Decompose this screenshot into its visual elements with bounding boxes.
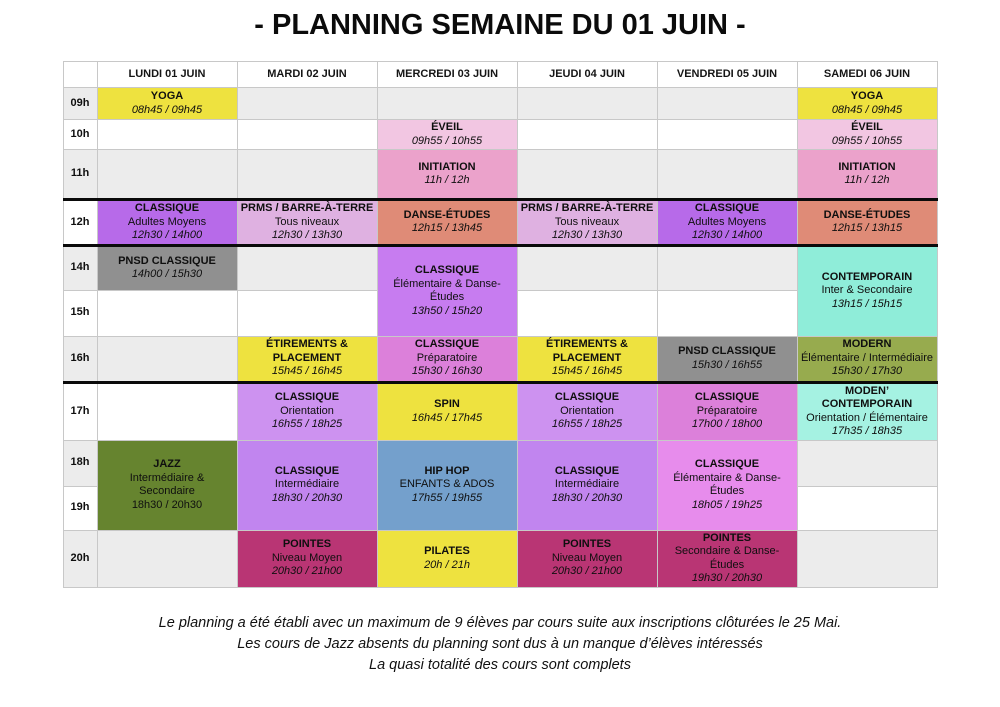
class-cell <box>377 150 517 200</box>
footer-note: Les cours de Jazz absents du planning sont dus à un manque d’élèves intéressés <box>237 635 763 652</box>
schedule-row <box>63 245 937 290</box>
empty-cell <box>517 150 657 200</box>
class-time: 11h / 12h <box>844 174 890 186</box>
class-subtitle: Orientation <box>280 404 334 417</box>
day-header: SAMEDI 06 JUIN <box>797 62 937 88</box>
empty-cell <box>97 290 237 336</box>
class-title: ÉVEIL <box>851 121 883 133</box>
day-header: MERCREDI 03 JUIN <box>377 62 517 88</box>
class-subtitle: Préparatoire <box>696 404 758 417</box>
class-cell <box>97 440 237 530</box>
class-cell <box>657 382 797 440</box>
class-title: POINTES <box>282 538 332 551</box>
class-time: 15h30 / 16h30 <box>411 365 483 378</box>
empty-cell <box>657 88 797 120</box>
class-time: 13h50 / 15h20 <box>411 304 483 317</box>
time-label: 15h <box>63 290 97 336</box>
class-time: 15h45 / 16h45 <box>271 365 343 378</box>
class-cell <box>657 440 797 530</box>
class-time: 20h30 / 21h00 <box>551 565 623 578</box>
class-subtitle: Tous niveaux <box>554 215 620 228</box>
class-title: DANSE-ÉTUDES <box>403 208 491 221</box>
class-time: 11h / 12h <box>424 174 470 186</box>
empty-cell <box>97 120 237 150</box>
class-time: 16h55 / 18h25 <box>551 418 623 431</box>
class-time: 17h35 / 18h35 <box>831 425 903 437</box>
class-title: JAZZ <box>153 458 181 470</box>
empty-cell <box>657 290 797 336</box>
class-subtitle: Élémentaire & Danse-Études <box>393 277 501 303</box>
class-time: 20h30 / 21h00 <box>271 565 343 578</box>
class-subtitle: Intermédiaire & Secondaire <box>129 471 205 497</box>
class-title: CLASSIQUE <box>414 338 480 351</box>
empty-cell <box>517 88 657 120</box>
class-cell <box>237 530 377 587</box>
class-subtitle: Élémentaire & Danse-Études <box>673 471 781 497</box>
empty-cell <box>97 382 237 440</box>
class-time: 16h45 / 17h45 <box>411 411 483 424</box>
schedule-row <box>63 88 937 120</box>
planning-page <box>0 9 1000 676</box>
planning-table <box>63 61 938 588</box>
time-label: 18h <box>63 440 97 486</box>
class-cell <box>797 336 937 382</box>
class-time: 13h15 / 15h15 <box>831 297 903 310</box>
class-cell <box>237 336 377 382</box>
day-header: JEUDI 04 JUIN <box>517 62 657 88</box>
empty-cell <box>517 120 657 150</box>
class-cell <box>377 245 517 336</box>
time-label: 12h <box>63 200 97 246</box>
time-label: 16h <box>63 336 97 382</box>
class-time: 17h00 / 18h00 <box>691 418 763 431</box>
schedule-row <box>63 200 937 246</box>
class-time: 08h45 / 09h45 <box>831 103 903 116</box>
class-cell <box>237 440 377 530</box>
class-cell <box>377 120 517 150</box>
class-time: 15h45 / 16h45 <box>551 365 623 378</box>
day-header: LUNDI 01 JUIN <box>97 62 237 88</box>
class-time: 14h00 / 15h30 <box>131 268 203 280</box>
class-cell <box>657 530 797 587</box>
class-subtitle: Élémentaire / Intermédiaire <box>800 351 934 364</box>
empty-cell <box>237 88 377 120</box>
class-title: HIP HOP <box>424 464 470 477</box>
footer-note: La quasi totalité des cours sont complets <box>369 656 631 673</box>
time-label: 14h <box>63 245 97 290</box>
class-title: CONTEMPORAIN <box>821 270 913 283</box>
class-title: POINTES <box>702 531 752 544</box>
empty-cell <box>517 245 657 290</box>
class-subtitle: Adultes Moyens <box>687 215 767 228</box>
empty-cell <box>657 245 797 290</box>
class-cell <box>377 530 517 587</box>
class-cell <box>517 336 657 382</box>
class-subtitle: Niveau Moyen <box>271 551 343 564</box>
class-cell <box>97 200 237 246</box>
footer-notes <box>0 613 1000 676</box>
class-title: INITIATION <box>838 160 896 173</box>
class-title: CLASSIQUE <box>134 202 200 214</box>
class-cell <box>517 200 657 246</box>
class-subtitle: Secondaire & Danse-Études <box>674 545 780 571</box>
schedule-row <box>63 120 937 150</box>
class-subtitle: Inter & Secondaire <box>821 284 913 297</box>
class-cell <box>797 245 937 336</box>
time-label: 17h <box>63 382 97 440</box>
class-time: 12h30 / 14h00 <box>131 229 203 241</box>
empty-cell <box>377 88 517 120</box>
class-cell <box>797 120 937 150</box>
page-title: - PLANNING SEMAINE DU 01 JUIN - <box>254 9 746 41</box>
class-title: PILATES <box>424 545 470 557</box>
schedule-row <box>63 382 937 440</box>
class-subtitle: Orientation / Élémentaire <box>806 411 928 424</box>
class-title: MODEN’ CONTEMPORAIN <box>821 384 913 410</box>
class-cell <box>797 150 937 200</box>
class-title: ÉVEIL <box>431 121 463 133</box>
empty-cell <box>97 530 237 587</box>
class-title: CLASSIQUE <box>694 391 760 404</box>
schedule-row <box>63 440 937 486</box>
class-cell <box>237 200 377 246</box>
class-time: 15h30 / 16h55 <box>691 358 763 371</box>
class-cell <box>797 200 937 246</box>
class-title: CLASSIQUE <box>694 458 760 470</box>
class-title: INITIATION <box>418 160 476 173</box>
class-time: 20h / 21h <box>424 558 470 571</box>
class-title: POINTES <box>562 538 612 551</box>
empty-cell <box>657 120 797 150</box>
class-cell <box>657 336 797 382</box>
schedule-row <box>63 150 937 200</box>
class-title: CLASSIQUE <box>414 264 480 276</box>
class-title: PNSD CLASSIQUE <box>118 254 216 267</box>
class-subtitle: ENFANTS & ADOS <box>399 478 495 491</box>
class-time: 18h05 / 19h25 <box>691 498 763 511</box>
class-title: CLASSIQUE <box>554 391 620 404</box>
class-cell <box>517 440 657 530</box>
class-cell <box>517 530 657 587</box>
schedule-row <box>63 530 937 587</box>
class-cell <box>97 245 237 290</box>
class-time: 09h55 / 10h55 <box>831 134 903 147</box>
class-title: CLASSIQUE <box>554 464 620 477</box>
class-title: YOGA <box>850 90 884 102</box>
class-title: YOGA <box>150 90 184 102</box>
class-title: CLASSIQUE <box>274 464 340 477</box>
class-time: 18h30 / 20h30 <box>271 491 343 504</box>
empty-cell <box>237 120 377 150</box>
class-title: CLASSIQUE <box>274 391 340 404</box>
class-cell <box>377 440 517 530</box>
class-title: MODERN <box>842 338 892 351</box>
time-label: 11h <box>63 150 97 200</box>
class-title: SPIN <box>434 398 460 410</box>
class-title: DANSE-ÉTUDES <box>823 208 911 221</box>
class-time: 18h30 / 20h30 <box>551 491 623 504</box>
class-time: 12h30 / 14h00 <box>691 229 763 241</box>
empty-cell <box>237 150 377 200</box>
day-header-row <box>63 62 937 88</box>
class-cell <box>377 200 517 246</box>
empty-cell <box>797 530 937 587</box>
class-cell <box>657 200 797 246</box>
class-time: 17h55 / 19h55 <box>411 491 483 504</box>
class-subtitle: Intermédiaire <box>554 478 620 491</box>
class-time: 09h55 / 10h55 <box>411 134 483 147</box>
class-title: CLASSIQUE <box>694 202 760 214</box>
empty-cell <box>797 486 937 530</box>
empty-cell <box>657 150 797 200</box>
class-subtitle: Orientation <box>560 404 614 417</box>
day-header: VENDREDI 05 JUIN <box>657 62 797 88</box>
class-title: PNSD CLASSIQUE <box>678 345 776 357</box>
class-cell <box>517 382 657 440</box>
empty-cell <box>97 150 237 200</box>
class-cell <box>377 382 517 440</box>
class-time: 08h45 / 09h45 <box>131 103 203 116</box>
time-label: 20h <box>63 530 97 587</box>
class-time: 16h55 / 18h25 <box>271 418 343 431</box>
day-header: MARDI 02 JUIN <box>237 62 377 88</box>
class-title: PRMS / BARRE-À-TERRE <box>240 202 374 214</box>
empty-cell <box>517 290 657 336</box>
class-time: 12h15 / 13h15 <box>831 222 903 235</box>
class-subtitle: Tous niveaux <box>274 215 340 228</box>
class-time: 19h30 / 20h30 <box>691 572 763 584</box>
class-time: 15h30 / 17h30 <box>831 365 903 378</box>
class-title: ÉTIREMENTS & PLACEMENT <box>546 338 628 364</box>
schedule-row <box>63 336 937 382</box>
class-time: 12h30 / 13h30 <box>551 229 623 241</box>
footer-note: Le planning a été établi avec un maximum de 9 élèves par cours suite aux inscriptions clôturées le 25 Mai. <box>158 614 842 631</box>
empty-cell <box>97 336 237 382</box>
planning-table-body <box>63 62 937 588</box>
class-cell <box>797 88 937 120</box>
class-cell <box>797 382 937 440</box>
class-time: 12h30 / 13h30 <box>271 229 343 241</box>
class-subtitle: Préparatoire <box>416 351 478 364</box>
class-cell <box>237 382 377 440</box>
class-subtitle: Adultes Moyens <box>127 215 207 228</box>
class-time: 12h15 / 13h45 <box>411 222 483 235</box>
time-label: 09h <box>63 88 97 120</box>
class-time: 18h30 / 20h30 <box>131 498 203 511</box>
time-label: 10h <box>63 120 97 150</box>
class-subtitle: Niveau Moyen <box>551 551 623 564</box>
time-label: 19h <box>63 486 97 530</box>
corner-cell <box>63 62 97 88</box>
class-cell <box>377 336 517 382</box>
empty-cell <box>237 290 377 336</box>
empty-cell <box>237 245 377 290</box>
class-title: PRMS / BARRE-À-TERRE <box>520 202 654 214</box>
empty-cell <box>797 440 937 486</box>
class-cell <box>97 88 237 120</box>
class-title: ÉTIREMENTS & PLACEMENT <box>266 338 348 364</box>
class-subtitle: Intermédiaire <box>274 478 340 491</box>
